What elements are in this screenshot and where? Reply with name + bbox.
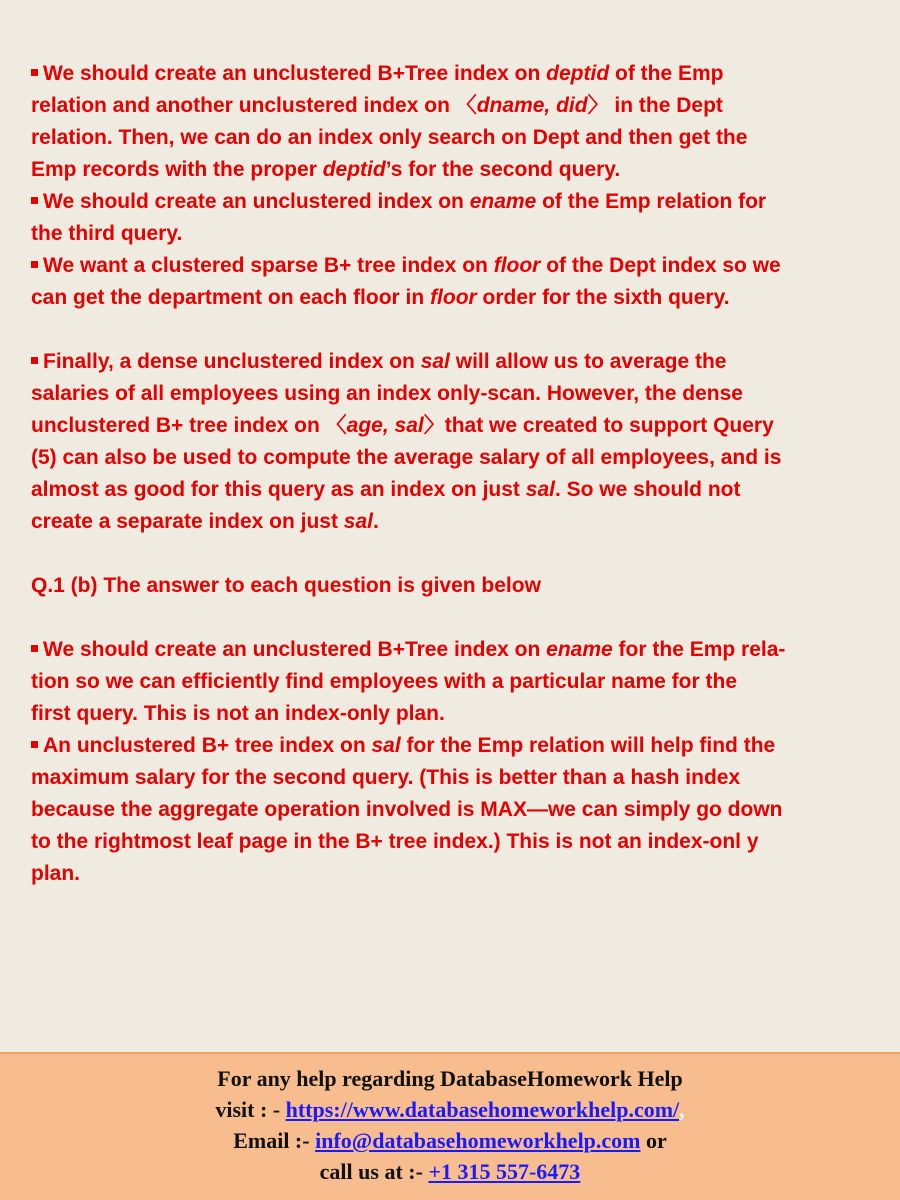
paragraph-5: We should create an unclustered B+Tree index on ename for the Emp rela- tion so we can efficiently find employees with a particular name for the first query. This is not an index-only plan.: [31, 638, 786, 725]
document-body: [31, 58, 866, 890]
footer-line-1: For any help regarding DatabaseHomework Help: [217, 1066, 683, 1091]
paragraph-3: We want a clustered sparse B+ tree index on floor of the Dept index so we can get the department on each floor in floor order for the sixth query.: [31, 254, 781, 309]
footer-line-3: Email :- info@databasehomeworkhelp.com or: [233, 1128, 667, 1153]
square-bullet-icon: [31, 645, 38, 652]
paragraph-6: An unclustered B+ tree index on sal for the Emp relation will help find the maximum salary for the second query. (This is better than a hash index because the aggregate operation involved is MAX—we can simply go down to the rightmost leaf page in the B+ tree index.) This is not an index-onl y plan.: [31, 734, 783, 885]
section-heading: Q.1 (b) The answer to each question is given below: [31, 574, 541, 597]
footer-line-2: visit : - https://www.databasehomeworkhelp.com/,: [215, 1097, 685, 1122]
paragraph-2: We should create an unclustered index on ename of the Emp relation for the third query.: [31, 190, 767, 245]
square-bullet-icon: [31, 69, 38, 76]
paragraph-4: Finally, a dense unclustered index on sal will allow us to average the salaries of all employees using an index only-scan. However, the dense unclustered B+ tree index on 〈age, sal〉that we created to support Query (5) can also be used to compute the average salary of all employees, and is almost as good for this query as an index on just sal. So we should not create a separate index on just sal.: [31, 350, 782, 533]
website-link[interactable]: https://www.databasehomeworkhelp.com/: [285, 1097, 680, 1122]
phone-link[interactable]: +1 315 557-6473: [428, 1159, 581, 1184]
square-bullet-icon: [31, 357, 38, 364]
square-bullet-icon: [31, 197, 38, 204]
square-bullet-icon: [31, 261, 38, 268]
email-link[interactable]: info@databasehomeworkhelp.com: [315, 1128, 641, 1153]
footer-line-4: call us at :- +1 315 557-6473: [319, 1159, 581, 1184]
paragraph-1: We should create an unclustered B+Tree index on deptid of the Emp relation and another unclustered index on 〈dname, did〉 in the Dept relation. Then, we can do an index only search on Dept and then get the Emp records with the proper deptid’s for the second query.: [31, 62, 748, 181]
square-bullet-icon: [31, 741, 38, 748]
contact-footer: [0, 1052, 900, 1200]
